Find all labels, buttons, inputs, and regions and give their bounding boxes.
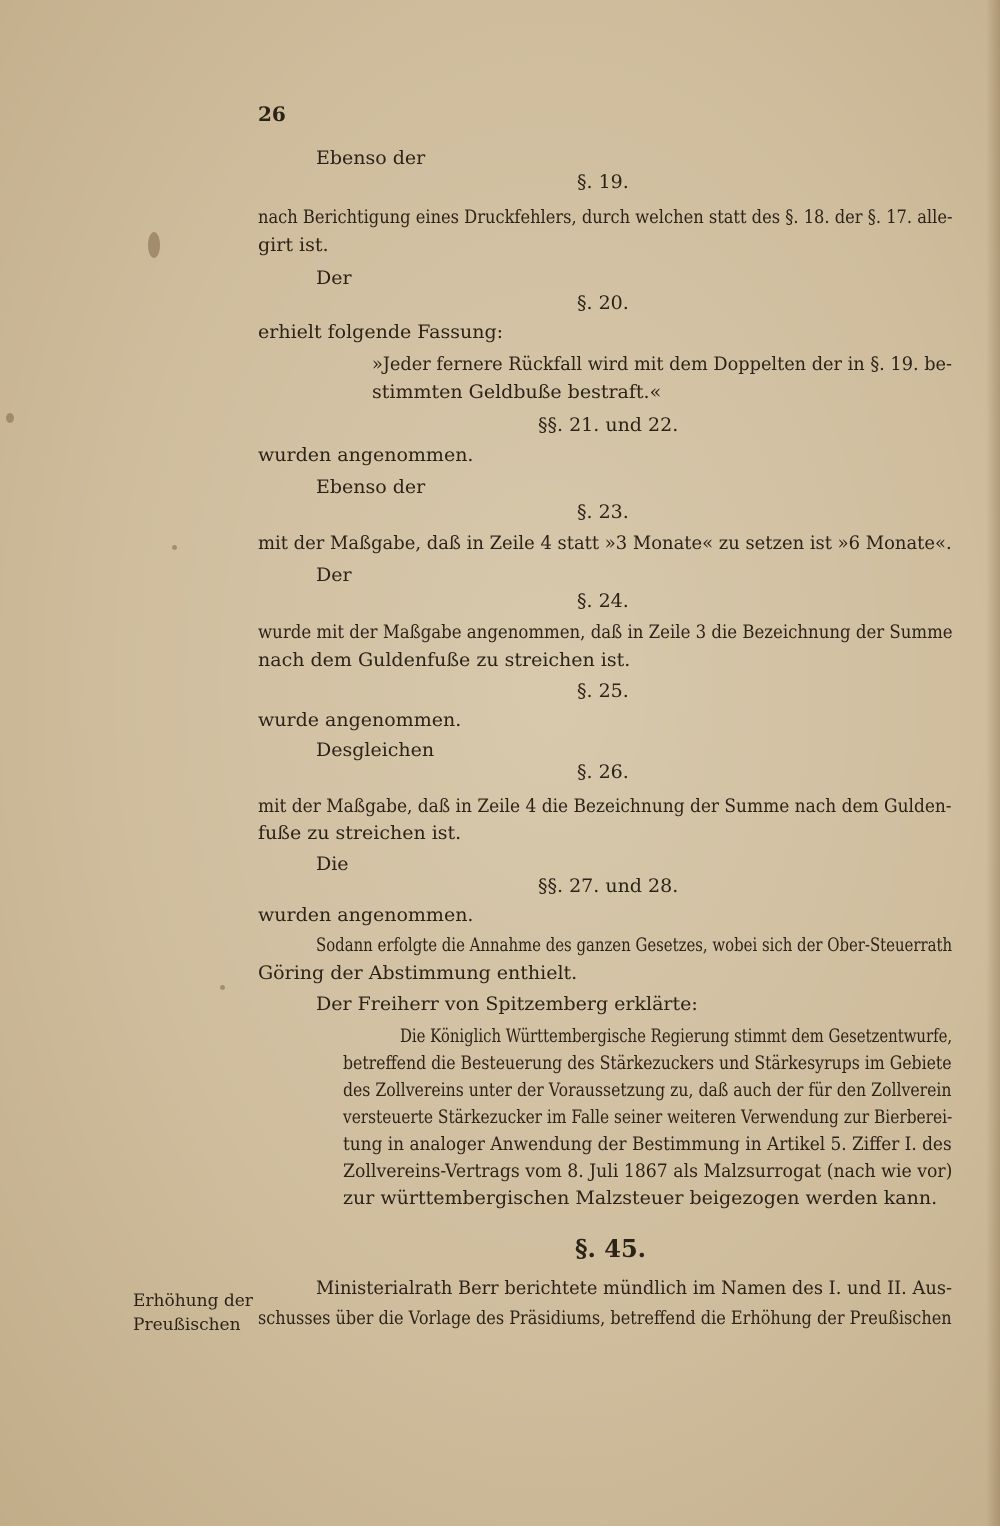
text-line: girt ist. — [258, 234, 329, 256]
text-line: erhielt folgende Fassung: — [258, 321, 504, 343]
text-line: nach dem Guldenfuße zu streichen ist. — [258, 649, 631, 671]
margin-note: Erhöhung der — [133, 1291, 253, 1311]
text-line: wurde angenommen. — [258, 709, 462, 731]
text-line: wurden angenommen. — [258, 904, 474, 926]
ink-stain — [6, 413, 14, 423]
text-line: Der — [316, 564, 352, 586]
text-line: wurden angenommen. — [258, 444, 474, 466]
quoted-line: Die Königlich Württembergische Regierung stimmt dem Gesetzentwurfe, — [400, 1025, 953, 1047]
text-line: fuße zu streichen ist. — [258, 822, 462, 844]
ink-stain — [220, 985, 225, 990]
text-line: Sodann erfolgte die Annahme des ganzen Gesetzes, wobei sich der Ober-Steuerrath — [316, 934, 953, 956]
margin-note: Preußischen — [133, 1315, 241, 1335]
quoted-line: versteuerte Stärkezucker im Falle seiner weiteren Verwendung zur Bierberei- — [343, 1106, 953, 1128]
text-line: Ebenso der — [316, 476, 426, 498]
text-line: Ministerialrath Berr berichtete mündlich im Namen des I. und II. Aus- — [316, 1277, 953, 1299]
text-line: wurde mit der Maßgabe angenommen, daß in Zeile 3 die Bezeichnung der Summe — [258, 621, 953, 643]
text-line: Der Freiherr von Spitzemberg erklärte: — [316, 993, 698, 1015]
quoted-line: zur württembergischen Malzsteuer beigezogen werden kann. — [343, 1187, 938, 1209]
section-heading: §§. 21. und 22. — [538, 414, 679, 436]
text-line: nach Berichtigung eines Druckfehlers, durch welchen statt des §. 18. der §. 17. alle- — [258, 206, 953, 228]
section-heading: §. 20. — [577, 292, 629, 314]
quoted-line: tung in analoger Anwendung der Bestimmung in Artikel 5. Ziffer I. des — [343, 1133, 952, 1155]
text-line: Ebenso der — [316, 147, 426, 169]
text-line: Desgleichen — [316, 739, 435, 761]
section-heading-45: §. 45. — [575, 1234, 647, 1263]
text-line: Die — [316, 853, 349, 875]
quoted-line: stimmten Geldbuße bestraft.« — [372, 381, 662, 403]
quoted-line: des Zollvereins unter der Voraussetzung zu, daß auch der für den Zollverein — [343, 1079, 952, 1101]
page-edge-shadow — [986, 0, 1000, 1526]
section-heading: §. 23. — [577, 501, 629, 523]
ink-stain — [148, 232, 160, 258]
text-line: Göring der Abstimmung enthielt. — [258, 962, 578, 984]
text-line: Der — [316, 267, 352, 289]
section-heading: §. 26. — [577, 761, 629, 783]
quoted-line: »Jeder fernere Rückfall wird mit dem Doppelten der in §. 19. be- — [372, 353, 953, 375]
ink-stain — [172, 545, 177, 550]
quoted-line: betreffend die Besteuerung des Stärkezuckers und Stärkesyrups im Gebiete — [343, 1052, 952, 1074]
section-heading: §. 25. — [577, 680, 629, 702]
text-line: mit der Maßgabe, daß in Zeile 4 die Bezeichnung der Summe nach dem Gulden- — [258, 795, 952, 817]
section-heading: §. 24. — [577, 590, 629, 612]
page-number: 26 — [258, 102, 286, 126]
quoted-line: Zollvereins-Vertrags vom 8. Juli 1867 als Malzsurrogat (nach wie vor) — [343, 1160, 953, 1182]
section-heading: §. 19. — [577, 171, 629, 193]
text-line: schusses über die Vorlage des Präsidiums, betreffend die Erhöhung der Preußischen — [258, 1307, 952, 1329]
text-line: mit der Maßgabe, daß in Zeile 4 statt »3 Monate« zu setzen ist »6 Monate«. — [258, 532, 952, 554]
section-heading: §§. 27. und 28. — [538, 875, 679, 897]
